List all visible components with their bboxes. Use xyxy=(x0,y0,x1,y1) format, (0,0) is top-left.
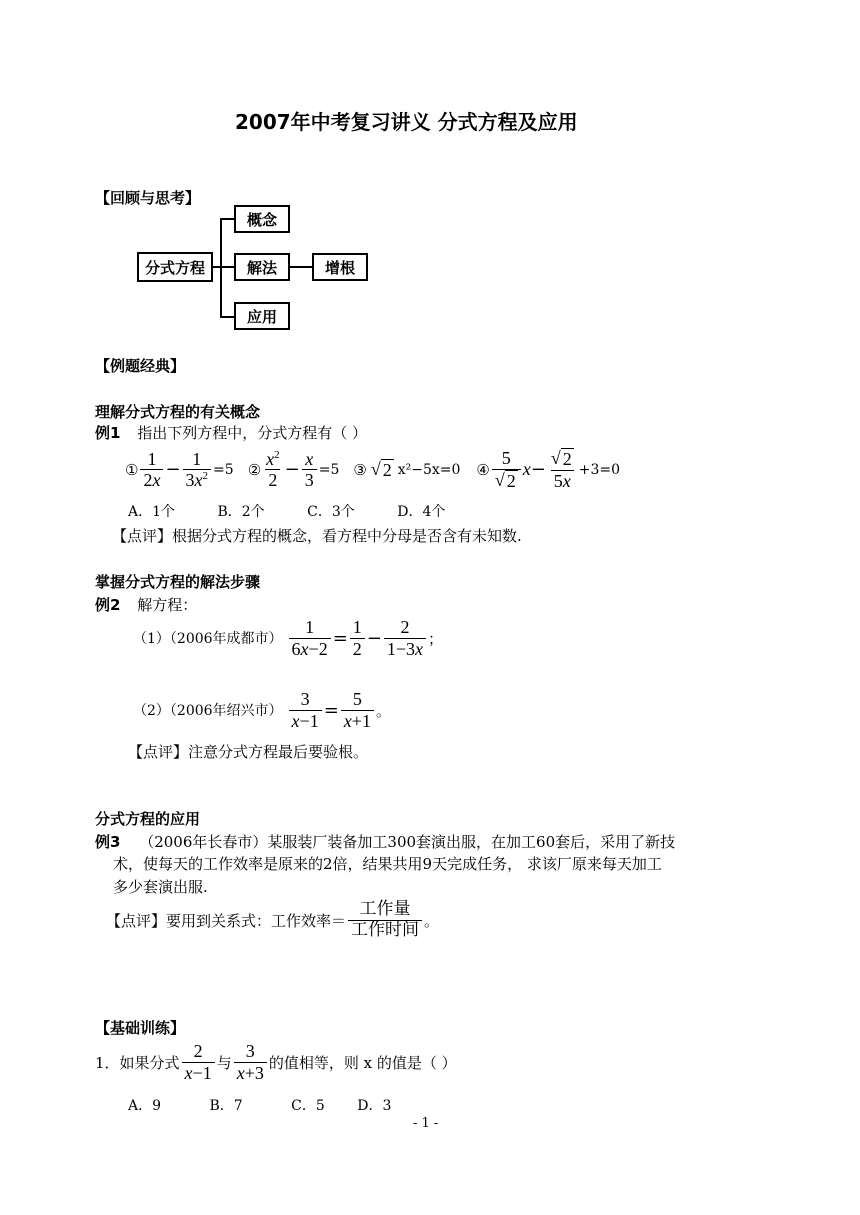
review-heading: 【回顾与思考】 xyxy=(95,189,201,207)
basic-q1 xyxy=(95,1041,457,1083)
option-b: B．2个 xyxy=(217,504,265,520)
option-d: D．4个 xyxy=(397,504,446,520)
q1-prefix: 1．如果分式 xyxy=(95,1053,180,1072)
page-title: 2007年中考复习讲义 分式方程及应用 xyxy=(235,110,578,134)
example2-question: 解方程： xyxy=(137,596,198,614)
map-root-box: 分式方程 xyxy=(137,252,213,282)
eq1-rhs: =5 xyxy=(213,461,234,478)
efficiency-fraction xyxy=(348,900,422,940)
eq1-frac-b: $\frac{1}{3x^2}$ xyxy=(183,449,212,491)
example2-label: 例2 xyxy=(95,596,121,614)
eq1-mark: ① xyxy=(125,460,139,479)
map-branch-application: 应用 xyxy=(234,302,290,330)
q1-frac-a: $\frac{2}{x-1}$ xyxy=(182,1041,215,1083)
example1-line xyxy=(95,422,367,443)
part2-end: 。 xyxy=(375,701,391,720)
example3-line2: 术，使每天的工作效率是原来的2倍，结果共用9天完成任务， 求该厂原来每天加工 xyxy=(113,855,662,873)
q1-mid: 与 xyxy=(216,1053,232,1072)
example3-line3: 多少套演出服. xyxy=(113,878,208,896)
q1-option-d: D．3 xyxy=(357,1098,392,1114)
example3-line1 xyxy=(95,831,675,852)
fraction-numerator: 工作量 xyxy=(359,899,411,919)
example3-comment xyxy=(106,900,439,940)
examples-heading: 【例题经典】 xyxy=(95,357,186,375)
p2-frac-a: $\frac{3}{x-1}$ xyxy=(289,689,322,731)
topic1-heading: 理解分式方程的有关概念 xyxy=(95,403,261,421)
p1-frac-a: $\frac{1}{6x-2}$ xyxy=(289,617,331,659)
example3-label: 例3 xyxy=(95,833,121,851)
map-connector xyxy=(220,218,234,220)
q1-option-a: A．9 xyxy=(128,1098,162,1114)
example2-comment: 【点评】注意分式方程最后要验根。 xyxy=(128,743,369,761)
p1-frac-c: $\frac{2}{1-3x}$ xyxy=(384,617,426,659)
eq4-frac-a: 5 √ 2 xyxy=(492,448,521,491)
p2-frac-b: $\frac{5}{x+1}$ xyxy=(341,689,374,731)
basic-heading: 【基础训练】 xyxy=(95,1019,186,1037)
option-a: A．1个 xyxy=(128,504,176,520)
eq2-mark: ② xyxy=(247,460,262,479)
example1-question: 指出下列方程中，分式方程有（ ） xyxy=(137,424,367,442)
part2-label: （2）（2006年绍兴市） xyxy=(133,703,283,720)
eq4-frac-b: √ 2 5x xyxy=(548,448,577,491)
eq3-mark: ③ xyxy=(353,460,367,479)
q1-option-b: B．7 xyxy=(209,1098,243,1114)
eq2-rhs: =5 xyxy=(318,461,340,478)
page-number: - 1 - xyxy=(413,1116,439,1131)
example1-equations: ① $\frac{1}{2x}$ − $\frac{1}{3x^2}$ =5 ② $\frac{x^2}{2}$ − $\frac{x}{3}$ =5 ③ √ 2 x²−5x=0 ④ 5 √ 2 x − √ 2 5x +3=0 xyxy=(125,448,621,491)
option-c: C．3个 xyxy=(307,504,355,520)
example1-options xyxy=(128,501,445,521)
part1-label: （1）（2006年成都市） xyxy=(133,631,283,648)
example2-part2: （2）（2006年绍兴市） $\frac{3}{x-1}$ = $\frac{5}{x+1}$ 。 xyxy=(133,689,391,731)
example2-part1: （1）（2006年成都市） $\frac{1}{6x-2}$ = $\frac{1}{2}$ − $\frac{2}{1-3x}$ ； xyxy=(133,617,444,659)
fraction-denominator: 工作时间 xyxy=(348,920,422,941)
map-connector xyxy=(290,266,312,268)
map-connector xyxy=(220,218,222,316)
q1-suffix: 的值相等，则 x 的值是（ ） xyxy=(268,1053,457,1072)
eq2-frac-b: $\frac{x}{3}$ xyxy=(302,449,317,491)
example3-comment-end: 。 xyxy=(424,911,440,930)
map-extra-root-box: 增根 xyxy=(312,253,368,281)
q1-frac-b: $\frac{3}{x+3}$ xyxy=(234,1041,267,1083)
map-branch-concept: 概念 xyxy=(234,205,290,233)
map-connector xyxy=(220,316,234,318)
map-branch-method: 解法 xyxy=(234,253,290,281)
q1-options xyxy=(128,1095,391,1115)
topic3-heading: 分式方程的应用 xyxy=(95,810,201,828)
eq3-sqrt: √ 2 xyxy=(370,458,392,480)
eq4-mark: ④ xyxy=(476,460,490,479)
eq2-frac-a: $\frac{x^2}{2}$ xyxy=(266,448,280,491)
eq4-tail: +3=0 xyxy=(578,461,621,478)
p1-frac-b: $\frac{1}{2}$ xyxy=(350,617,365,659)
part1-end: ； xyxy=(428,629,444,648)
eq1-frac-a: $\frac{1}{2x}$ xyxy=(140,449,163,491)
map-connector xyxy=(213,266,235,268)
example1-comment: 【点评】根据分式方程的概念，看方程中分母是否含有未知数. xyxy=(112,527,522,545)
eq3-tail: x²−5x=0 xyxy=(397,461,461,478)
q1-option-c: C．5 xyxy=(291,1098,325,1114)
example1-label: 例1 xyxy=(95,424,121,442)
example3-text-line1: （2006年长春市）某服装厂装备加工300套演出服，在加工60套后，采用了新技 xyxy=(139,833,676,851)
topic2-heading: 掌握分式方程的解法步骤 xyxy=(95,573,261,591)
example2-line xyxy=(95,594,197,615)
example3-comment-text: 【点评】要用到关系式：工作效率＝ xyxy=(106,911,347,930)
